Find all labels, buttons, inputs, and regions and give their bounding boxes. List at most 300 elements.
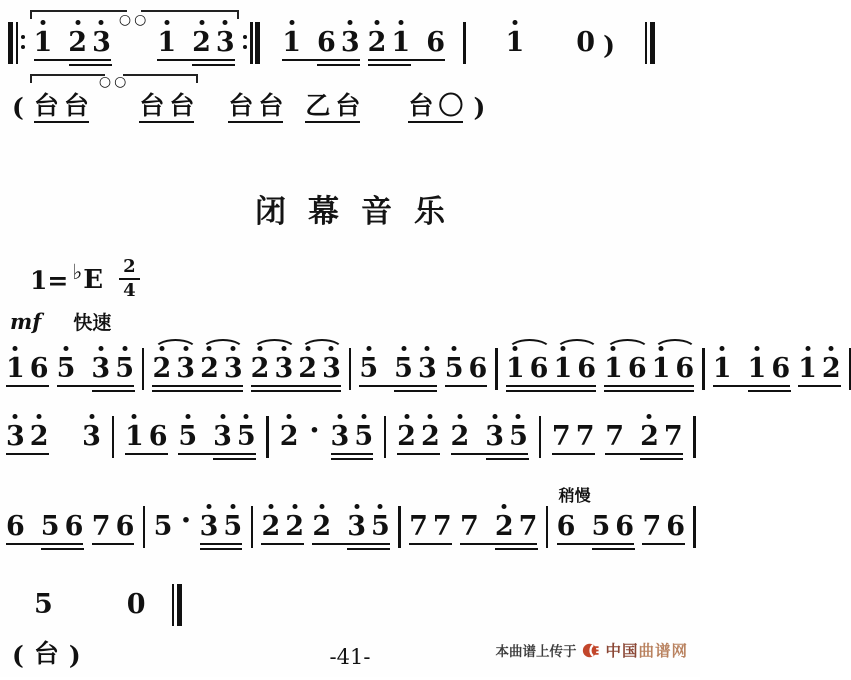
note-group [331, 423, 374, 450]
jianpu-note [251, 355, 270, 382]
jianpu-note [628, 355, 647, 382]
note-digit: 3 [347, 511, 367, 542]
jianpu-note [652, 355, 671, 382]
jianpu-note [605, 423, 624, 450]
flat-sign: ♭ [72, 258, 83, 284]
jianpu-note [305, 93, 330, 118]
jianpu-note [368, 29, 387, 56]
note-group [368, 29, 445, 56]
barline-single [266, 416, 269, 458]
barline-part [495, 348, 498, 390]
octave-dot [516, 414, 521, 419]
beam-line [552, 453, 595, 455]
key-prefix: 1= [30, 265, 69, 295]
beam-line [251, 385, 341, 387]
jianpu-note [200, 513, 219, 540]
octave-dot [361, 414, 366, 419]
note-digit: 6 [148, 421, 168, 452]
octave-dot [647, 414, 652, 419]
note-digit: 2 [821, 353, 841, 384]
barline-single [693, 506, 696, 548]
jianpu-note [771, 355, 790, 382]
octave-dot [404, 414, 409, 419]
beam-line [451, 453, 528, 455]
beam-line-partial [69, 64, 112, 66]
jianpu-note [506, 355, 525, 382]
barline-part [21, 22, 26, 64]
note-digit: 5 [115, 353, 134, 384]
octave-dot [99, 20, 104, 25]
note-digit: 5 [40, 511, 60, 542]
jianpu-note [822, 355, 841, 382]
jianpu-note [322, 355, 341, 382]
jianpu-note [34, 93, 59, 118]
barline-single [112, 416, 115, 458]
beam-line [604, 385, 694, 387]
note-group [282, 29, 359, 56]
jianpu-note [6, 355, 25, 382]
jianpu-note [347, 513, 366, 540]
note-digit: 2 [298, 353, 318, 384]
beam-line-partial [748, 390, 791, 392]
note-digit: 0 [126, 589, 146, 620]
note-group [506, 355, 596, 382]
site-logo-icon [582, 642, 599, 659]
octave-dot [354, 504, 359, 509]
octave-dot [164, 20, 169, 25]
beam-line [460, 543, 537, 545]
jianpu-note [451, 423, 470, 450]
note-digit: 3 [322, 353, 341, 384]
beam-line-partial [640, 458, 683, 460]
note-digit: 6 [675, 353, 695, 384]
note-digit: 台 [139, 91, 165, 120]
beam-line-partial [347, 548, 390, 550]
jianpu-note [30, 355, 49, 382]
note-digit: 2 [152, 353, 172, 384]
jianpu-note [34, 29, 53, 56]
breath-circles: ○○ [98, 74, 130, 90]
note-digit: 7 [605, 421, 625, 452]
beam-line [200, 548, 243, 550]
octave-dot [185, 414, 190, 419]
note-digit: 1 [33, 27, 53, 58]
beam-line [368, 59, 445, 61]
jianpu-note [576, 29, 595, 56]
note-digit: 台 [335, 91, 361, 120]
jianpu-note [460, 513, 479, 540]
beam-line [713, 385, 790, 387]
jianpu-note [421, 423, 440, 450]
note-group [125, 423, 168, 450]
note-digit: 乙 [305, 91, 331, 120]
note-digit: 台 [228, 91, 254, 120]
octave-dot [502, 504, 507, 509]
note-digit: 3 [176, 353, 196, 384]
slur-arc [201, 339, 245, 351]
note-digit: 7 [575, 421, 595, 452]
jianpu-note [223, 513, 242, 540]
note-digit: 5 [394, 353, 413, 384]
beam-line-partial [394, 390, 437, 392]
note-digit: 2 [285, 511, 305, 542]
octave-dot [452, 346, 457, 351]
slur-arc [507, 339, 552, 351]
barline-single [251, 506, 254, 548]
note-digit: 3 [215, 27, 235, 58]
barline-single [398, 506, 401, 548]
slur-arc [605, 339, 650, 351]
barline-part [251, 506, 254, 548]
note-digit: 台 [63, 91, 89, 120]
note-group [451, 423, 528, 450]
tempo-change-label: 稍慢 [558, 486, 591, 505]
barline-part [650, 22, 655, 64]
note-digit: 1 [282, 27, 302, 58]
note-digit: 3 [199, 511, 219, 542]
barline-single [693, 416, 696, 458]
note-digit: 6 [529, 353, 549, 384]
octave-dot [132, 414, 137, 419]
slur-arc [300, 339, 344, 351]
note-group [6, 355, 49, 382]
jianpu-note [394, 355, 413, 382]
jianpu-note [553, 355, 572, 382]
note-digit: 台 [169, 91, 195, 120]
note-digit: 1 [651, 353, 671, 384]
jianpu-note [149, 423, 168, 450]
slur-arc [252, 339, 297, 351]
barline-final [172, 584, 182, 626]
jianpu-note [91, 355, 110, 382]
note-digit: 6 [556, 511, 576, 542]
octave-dot [207, 504, 212, 509]
jianpu-note [192, 29, 211, 56]
beam-line [604, 390, 694, 392]
jianpu-note [68, 29, 87, 56]
jianpu-note [178, 423, 197, 450]
note-digit: 2 [250, 353, 270, 384]
jianpu-note [748, 355, 767, 382]
octave-dot [220, 414, 225, 419]
barline-part [172, 584, 175, 626]
jianpu-note [495, 513, 514, 540]
note-group [280, 423, 299, 450]
barline-part [349, 348, 352, 390]
note-group [34, 93, 89, 118]
notation-line-3 [6, 486, 696, 554]
note-digit: 3 [213, 421, 232, 452]
note-group [359, 355, 436, 382]
jianpu-note [713, 355, 732, 382]
note-digit: 5 [359, 353, 379, 384]
octave-dot [289, 20, 294, 25]
note-group [139, 93, 194, 118]
note-digit: 5 [354, 421, 374, 452]
note-digit: 6 [6, 511, 25, 542]
time-signature [119, 258, 140, 302]
jianpu-note [552, 423, 571, 450]
beam-line [34, 121, 89, 123]
note-digit: 3 [417, 353, 437, 384]
beam-line-partial [192, 64, 235, 66]
octave-dot [199, 20, 204, 25]
barline-final [645, 22, 655, 64]
note-digit: 5 [56, 353, 76, 384]
jianpu-note [34, 591, 53, 618]
jianpu-note [274, 355, 293, 382]
beam-line [798, 385, 841, 387]
beam-line [57, 385, 134, 387]
octave-dot [425, 346, 430, 351]
note-group [460, 513, 537, 540]
note-group [154, 513, 173, 540]
jianpu-note [6, 423, 25, 450]
octave-dot [375, 20, 380, 25]
jianpu-note [282, 29, 301, 56]
barline-single [349, 348, 352, 390]
barline-begin [8, 22, 26, 64]
barline-part [16, 22, 19, 64]
note-digit: 台 [408, 91, 434, 120]
jianpu-note [506, 29, 525, 56]
watermark-site-part1: 中国 [605, 642, 639, 660]
note-group [604, 355, 694, 382]
beam-line [557, 543, 634, 545]
beam-line [261, 543, 304, 545]
jianpu-note [409, 513, 428, 540]
jianpu-note [6, 513, 25, 540]
text-glyph: ) [473, 93, 486, 122]
beam-line [152, 385, 242, 387]
jianpu-note [280, 423, 299, 450]
beam-line [408, 121, 463, 123]
note-digit: 7 [460, 511, 479, 542]
jianpu-note [224, 355, 243, 382]
note-digit: 2 [450, 421, 470, 452]
jianpu-note [216, 29, 235, 56]
jianpu-note [445, 355, 464, 382]
beam-line [139, 121, 194, 123]
beam-line [178, 453, 255, 455]
note-group [228, 93, 283, 118]
dynamics-marking: mf [10, 309, 42, 334]
note-group [576, 29, 595, 56]
note-group [506, 29, 525, 56]
barline-part [112, 416, 115, 458]
notation-top-line [8, 12, 655, 70]
jianpu-note [285, 513, 304, 540]
note-digit: 2 [29, 421, 49, 452]
note-digit: 1 [798, 353, 817, 384]
jianpu-note [64, 93, 89, 118]
note-digit: 0 [576, 27, 596, 58]
jianpu-note [433, 513, 452, 540]
note-group [34, 29, 111, 56]
note-digit: 7 [91, 511, 111, 542]
jianpu-note [359, 355, 378, 382]
note-group [305, 93, 360, 118]
jianpu-note [157, 29, 176, 56]
barline-part [255, 22, 260, 64]
text-glyph: ( [12, 641, 24, 670]
note-digit: 5 [444, 353, 464, 384]
note-digit: 5 [178, 421, 198, 452]
note-group [445, 355, 488, 382]
note-group [798, 355, 841, 382]
notation-line-2 [6, 406, 696, 464]
barline-single [463, 22, 466, 64]
note-group [312, 513, 389, 540]
note-digit: 7 [518, 511, 538, 542]
jianpu-note [642, 513, 661, 540]
octave-dot [292, 504, 297, 509]
beam-line [605, 453, 682, 455]
octave-dot [89, 414, 94, 419]
octave-dot [337, 414, 342, 419]
watermark-site-name [605, 639, 688, 661]
jianpu-note [557, 513, 576, 540]
note-group [6, 423, 49, 450]
note-digit: 2 [68, 27, 88, 58]
note-group [178, 423, 255, 450]
barline-single [539, 416, 542, 458]
breath-circles: ○○ [118, 12, 150, 28]
note-group [6, 513, 83, 540]
barline-part [384, 416, 387, 458]
beam-line [282, 59, 359, 61]
note-digit: 1 [505, 27, 525, 58]
note-digit: 6 [115, 511, 135, 542]
jianpu-note [798, 355, 817, 382]
note-digit: 3 [485, 421, 505, 452]
jianpu-note [258, 93, 283, 118]
jianpu-note [408, 93, 433, 118]
note-digit: 〇 [438, 91, 464, 120]
jianpu-note [82, 423, 101, 450]
note-digit: 5 [153, 511, 173, 542]
beam-line [445, 385, 488, 387]
note-group [57, 355, 134, 382]
note-digit: 1 [712, 353, 732, 384]
note-digit: 2 [367, 27, 387, 58]
note-group [409, 513, 452, 540]
note-digit: 1 [747, 353, 767, 384]
note-digit: 6 [615, 511, 635, 542]
note-group [261, 513, 304, 540]
barline-end [243, 22, 261, 64]
barline-part [693, 416, 696, 458]
watermark [495, 639, 688, 661]
jianpu-note [391, 29, 410, 56]
octave-dot [398, 20, 403, 25]
watermark-prefix: 本曲谱上传于 [495, 644, 577, 660]
octave-dot [98, 346, 103, 351]
note-group [152, 355, 242, 382]
barline-part [250, 22, 253, 64]
note-digit: 7 [409, 511, 428, 542]
barline-single [546, 506, 549, 548]
text-glyph: ( [12, 93, 24, 122]
slur-arc [555, 339, 599, 351]
note-group [200, 513, 243, 540]
jianpu-note [41, 513, 60, 540]
note-digit: 6 [771, 353, 791, 384]
octave-dot [319, 504, 324, 509]
octave-dot [366, 346, 371, 351]
jianpu-note [228, 93, 253, 118]
barline-part [463, 22, 466, 64]
jianpu-note [591, 513, 610, 540]
page-title: 闭幕音乐 [255, 194, 467, 230]
jianpu-note [176, 355, 195, 382]
beam-line [34, 59, 111, 61]
jianpu-note [92, 513, 111, 540]
jianpu-note [261, 513, 280, 540]
jianpu-note [675, 355, 694, 382]
jianpu-note [426, 29, 445, 56]
augmentation-dot: · [309, 413, 320, 448]
phrase-bracket [123, 74, 198, 83]
jianpu-note [341, 29, 360, 56]
barline-single [384, 416, 387, 458]
note-digit: 7 [642, 511, 662, 542]
octave-dot [63, 346, 68, 351]
jianpu-note [92, 29, 111, 56]
barline-single [142, 348, 145, 390]
barline-part [243, 22, 248, 64]
note-group [82, 423, 101, 450]
jianpu-note [30, 423, 49, 450]
jianpu-note [317, 29, 336, 56]
tempo-row [10, 308, 111, 335]
note-digit: 台 [33, 91, 59, 120]
note-digit: 2 [494, 511, 514, 542]
beam-line [642, 543, 685, 545]
jianpu-note [485, 423, 504, 450]
beam-line [6, 453, 49, 455]
octave-dot [512, 20, 517, 25]
octave-dot [829, 346, 834, 351]
octave-dot [805, 346, 810, 351]
note-digit: 5 [509, 421, 528, 452]
jianpu-note [331, 423, 350, 450]
octave-dot [428, 414, 433, 419]
note-group [642, 513, 685, 540]
meter-lower: 4 [123, 280, 136, 301]
note-digit: 2 [420, 421, 440, 452]
note-group [157, 29, 234, 56]
note-digit: 台 [258, 91, 284, 120]
note-digit: 1 [124, 421, 144, 452]
note-digit: 1 [391, 27, 411, 58]
note-digit: 3 [340, 27, 360, 58]
note-digit: 3 [92, 27, 111, 58]
beam-line [152, 390, 242, 392]
jianpu-note [604, 355, 623, 382]
key-signature [30, 258, 140, 302]
jianpu-note [57, 355, 76, 382]
note-digit: 5 [34, 589, 53, 620]
jianpu-note [298, 355, 317, 382]
note-digit: 2 [192, 27, 211, 58]
octave-dot [40, 20, 45, 25]
note-digit: 台 [33, 639, 59, 668]
note-group [34, 591, 53, 618]
note-digit: 2 [397, 421, 416, 452]
phrase-bracket [141, 10, 238, 19]
beam-line [506, 390, 596, 392]
